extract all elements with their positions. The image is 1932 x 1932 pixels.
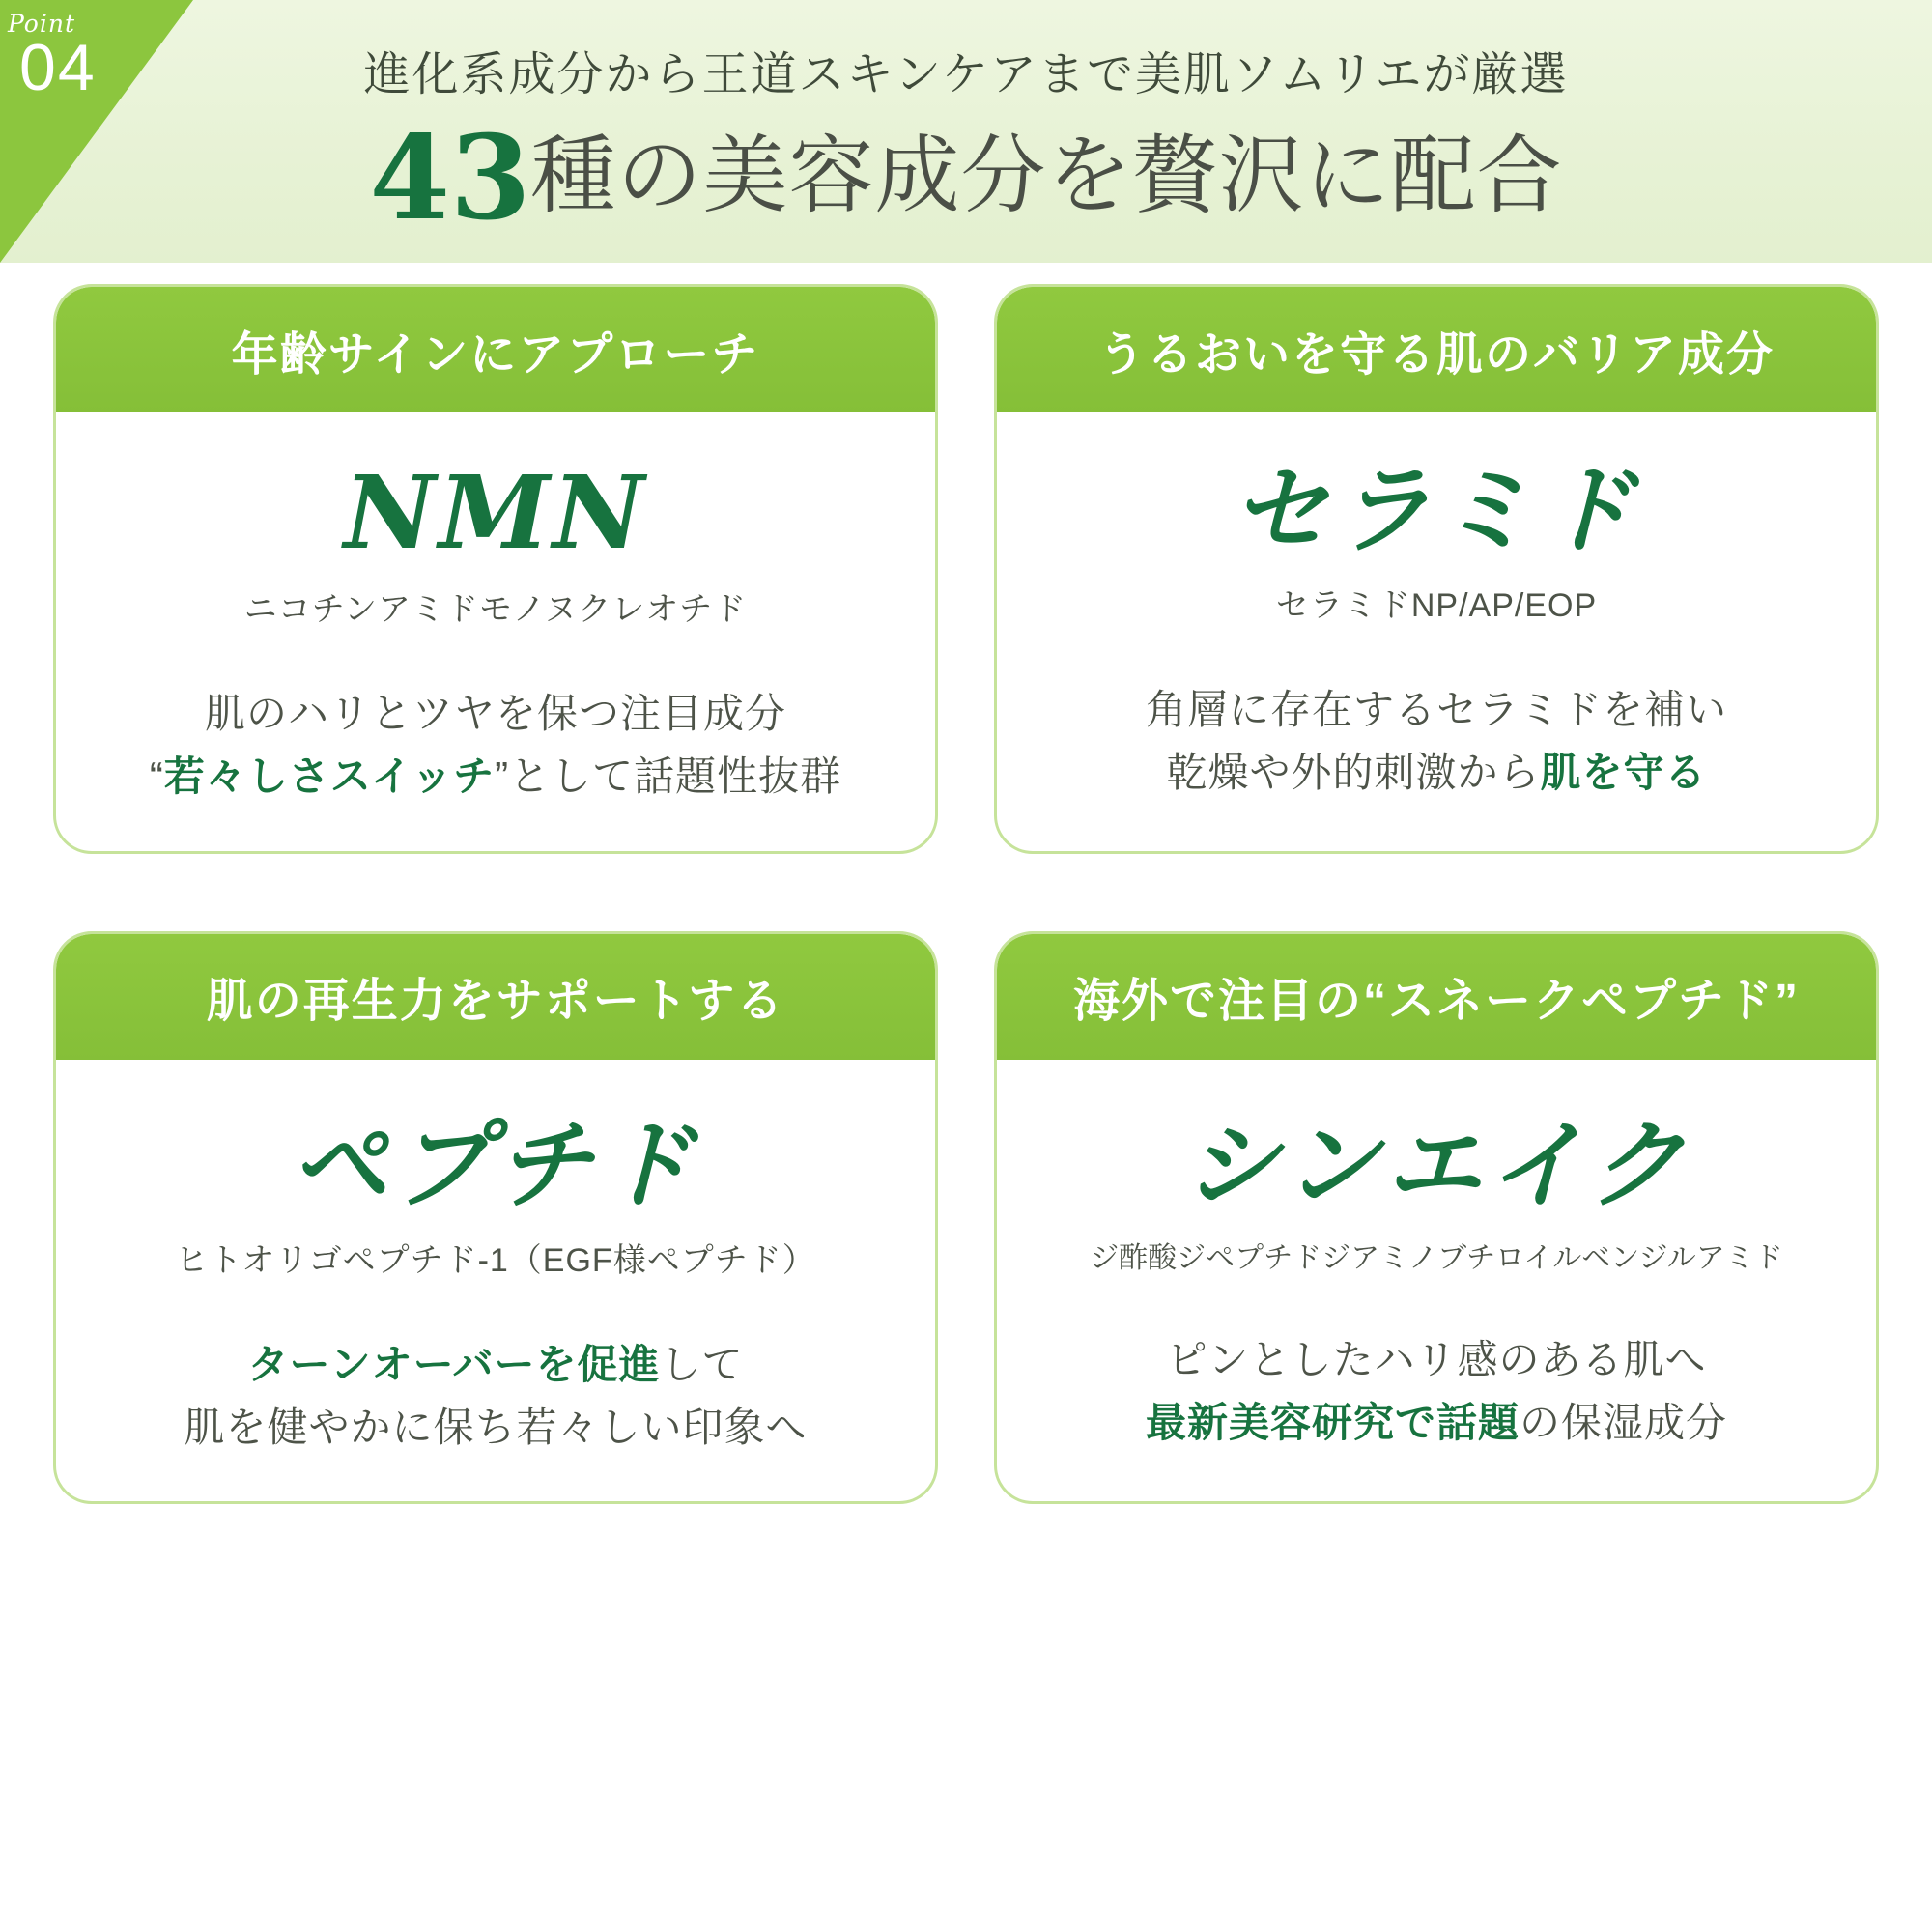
card-body — [997, 1060, 1876, 1496]
desc-lead: 乾燥や外的刺激から — [1166, 750, 1541, 796]
desc-tail: して — [660, 1341, 744, 1387]
card-body — [997, 412, 1876, 846]
card-row-2 — [46, 931, 1886, 1504]
header-title-number: 43 — [369, 110, 531, 246]
description-line-2 — [1026, 741, 1847, 804]
ingredient-description — [1026, 678, 1847, 804]
ingredient-card-syn-ake — [994, 931, 1879, 1504]
ingredient-description — [85, 1333, 906, 1459]
desc-highlight: 最新美容研究で話題 — [1145, 1399, 1520, 1445]
card-heading: 年齢サインにアプローチ — [56, 287, 935, 412]
point-number: 04 — [19, 31, 97, 104]
card-body — [56, 1060, 935, 1501]
desc-tail: の保湿成分 — [1520, 1399, 1728, 1445]
ingredient-card-ceramide — [994, 284, 1879, 854]
desc-highlight: 若々しさスイッチ — [163, 753, 496, 800]
ingredient-name: シンエイク — [1182, 1111, 1690, 1220]
description-line-2 — [85, 745, 906, 808]
card-heading: 海外で注目の“スネークペプチド” — [997, 934, 1876, 1060]
card-body — [56, 412, 935, 851]
ingredient-inci: ヒトオリゴペプチド-1（EGF様ペプチド） — [175, 1241, 816, 1279]
card-heading: うるおいを守る肌のバリア成分 — [997, 287, 1876, 412]
ingredient-card-grid — [0, 263, 1932, 1932]
ingredient-name: セラミド — [1232, 457, 1641, 565]
desc-quote-open: “ — [149, 753, 164, 800]
description-line-2 — [1026, 1391, 1847, 1454]
ingredient-name: NMN — [343, 453, 648, 572]
desc-tail: ”として話題性抜群 — [495, 753, 842, 800]
header-band — [0, 0, 1932, 263]
description-line-1: 肌のハリとツヤを保つ注目成分 — [204, 691, 786, 737]
description-line-1: 角層に存在するセラミドを補い — [1145, 687, 1727, 732]
card-row-1 — [46, 284, 1886, 854]
ingredient-description — [1026, 1328, 1847, 1454]
ingredient-inci: ジ酢酸ジペプチドジアミノブチロイルベンジルアミド — [1090, 1241, 1783, 1274]
ingredient-card-nmn — [53, 284, 938, 854]
header-title — [0, 108, 1932, 246]
header-title-rest: 種の美容成分を贅沢に配合 — [530, 128, 1563, 223]
desc-highlight: ターンオーバーを促進 — [247, 1341, 661, 1387]
ingredient-card-peptide — [53, 931, 938, 1504]
description-line-1: ピンとしたハリ感のある肌へ — [1166, 1336, 1707, 1382]
desc-highlight: 肌を守る — [1540, 750, 1707, 796]
ingredient-description — [85, 682, 906, 808]
ingredient-name: ペプチド — [291, 1111, 700, 1220]
description-line-1 — [85, 1333, 906, 1396]
card-heading: 肌の再生力をサポートする — [56, 934, 935, 1060]
ingredient-inci: セラミドNP/AP/EOP — [1275, 587, 1598, 624]
point-label: Point — [8, 10, 76, 38]
ingredient-inci: ニコチンアミドモノヌクレオチド — [243, 591, 748, 629]
description-line-2: 肌を健やかに保ち若々しい印象へ — [184, 1404, 808, 1450]
header-subtitle: 進化系成分から王道スキンケアまで美肌ソムリエが厳選 — [363, 49, 1569, 100]
